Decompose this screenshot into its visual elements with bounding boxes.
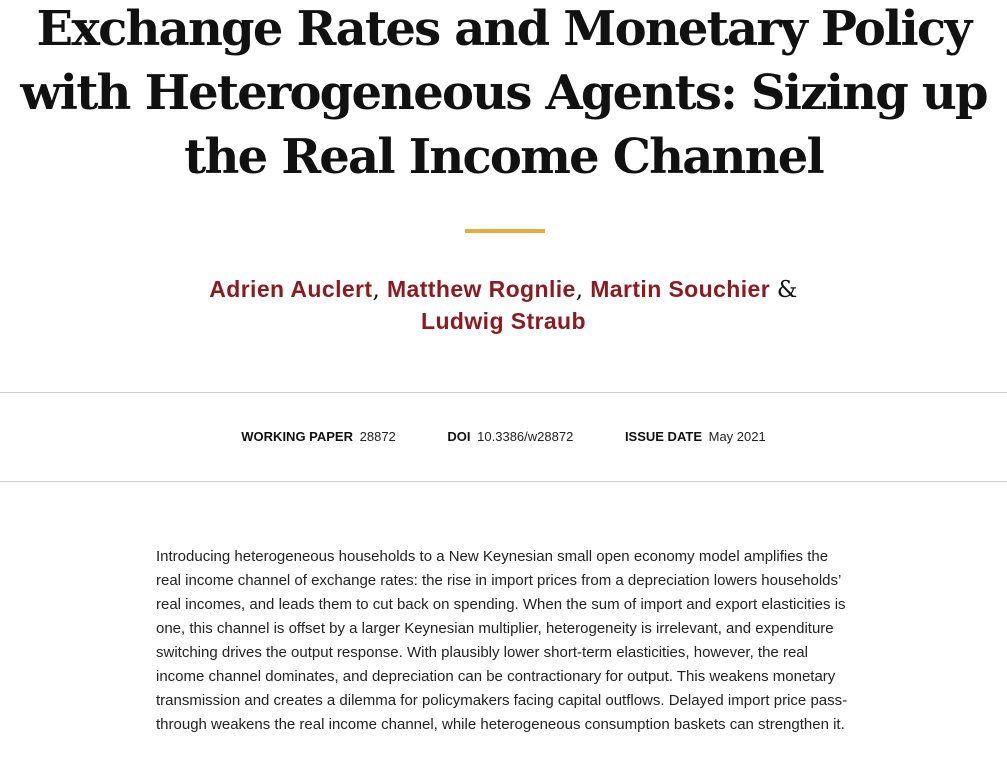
author-separator: ,	[575, 277, 584, 303]
author-list	[0, 274, 1007, 337]
author-link[interactable]: Ludwig Straub	[421, 308, 586, 334]
doi-label: DOI	[447, 429, 471, 444]
working-paper-meta	[241, 429, 396, 445]
working-paper-label: WORKING PAPER	[241, 429, 353, 444]
issue-date-meta	[625, 429, 766, 445]
author-link[interactable]: Martin Souchier	[590, 276, 771, 302]
abstract-text: Introducing heterogeneous households to a New Keynesian small open economy model amplifies the real income channel of exchange rates: the rise in import prices from a depreciation lowers households’ real incomes, and leads them to cut back on spending. When the sum of import and export elasticities is one, this channel is offset by a larger Keynesian multiplier, heterogeneity is irrelevant, and expenditure switching drives the output response. With plausibly lower short-term elasticities, however, the real income channel dominates, and depreciation can be contractionary for output. This weakens monetary transmission and creates a dilemma for policymakers facing capital outflows. Delayed import price pass-through weakens the real income channel, while heterogeneous consumption baskets can strengthen it.	[156, 548, 848, 733]
title-accent-rule	[465, 229, 545, 233]
author-link[interactable]: Adrien Auclert	[209, 276, 373, 302]
author-separator: &	[776, 277, 798, 303]
author-link[interactable]: Matthew Rognlie	[387, 276, 576, 302]
page-title	[0, 0, 1007, 189]
paper-title: Exchange Rates and Monetary Policy with Heterogeneous Agents: Sizing up the Real Income Channel	[20, 1, 987, 185]
issue-date-value: May 2021	[708, 429, 766, 444]
metadata-row	[0, 429, 1007, 445]
paper-metadata-bar	[0, 392, 1007, 482]
doi-value: 10.3386/w28872	[477, 429, 574, 444]
doi-meta	[447, 429, 573, 445]
issue-date-label: ISSUE DATE	[624, 429, 702, 444]
working-paper-number: 28872	[359, 429, 396, 444]
author-separator: ,	[372, 277, 381, 303]
